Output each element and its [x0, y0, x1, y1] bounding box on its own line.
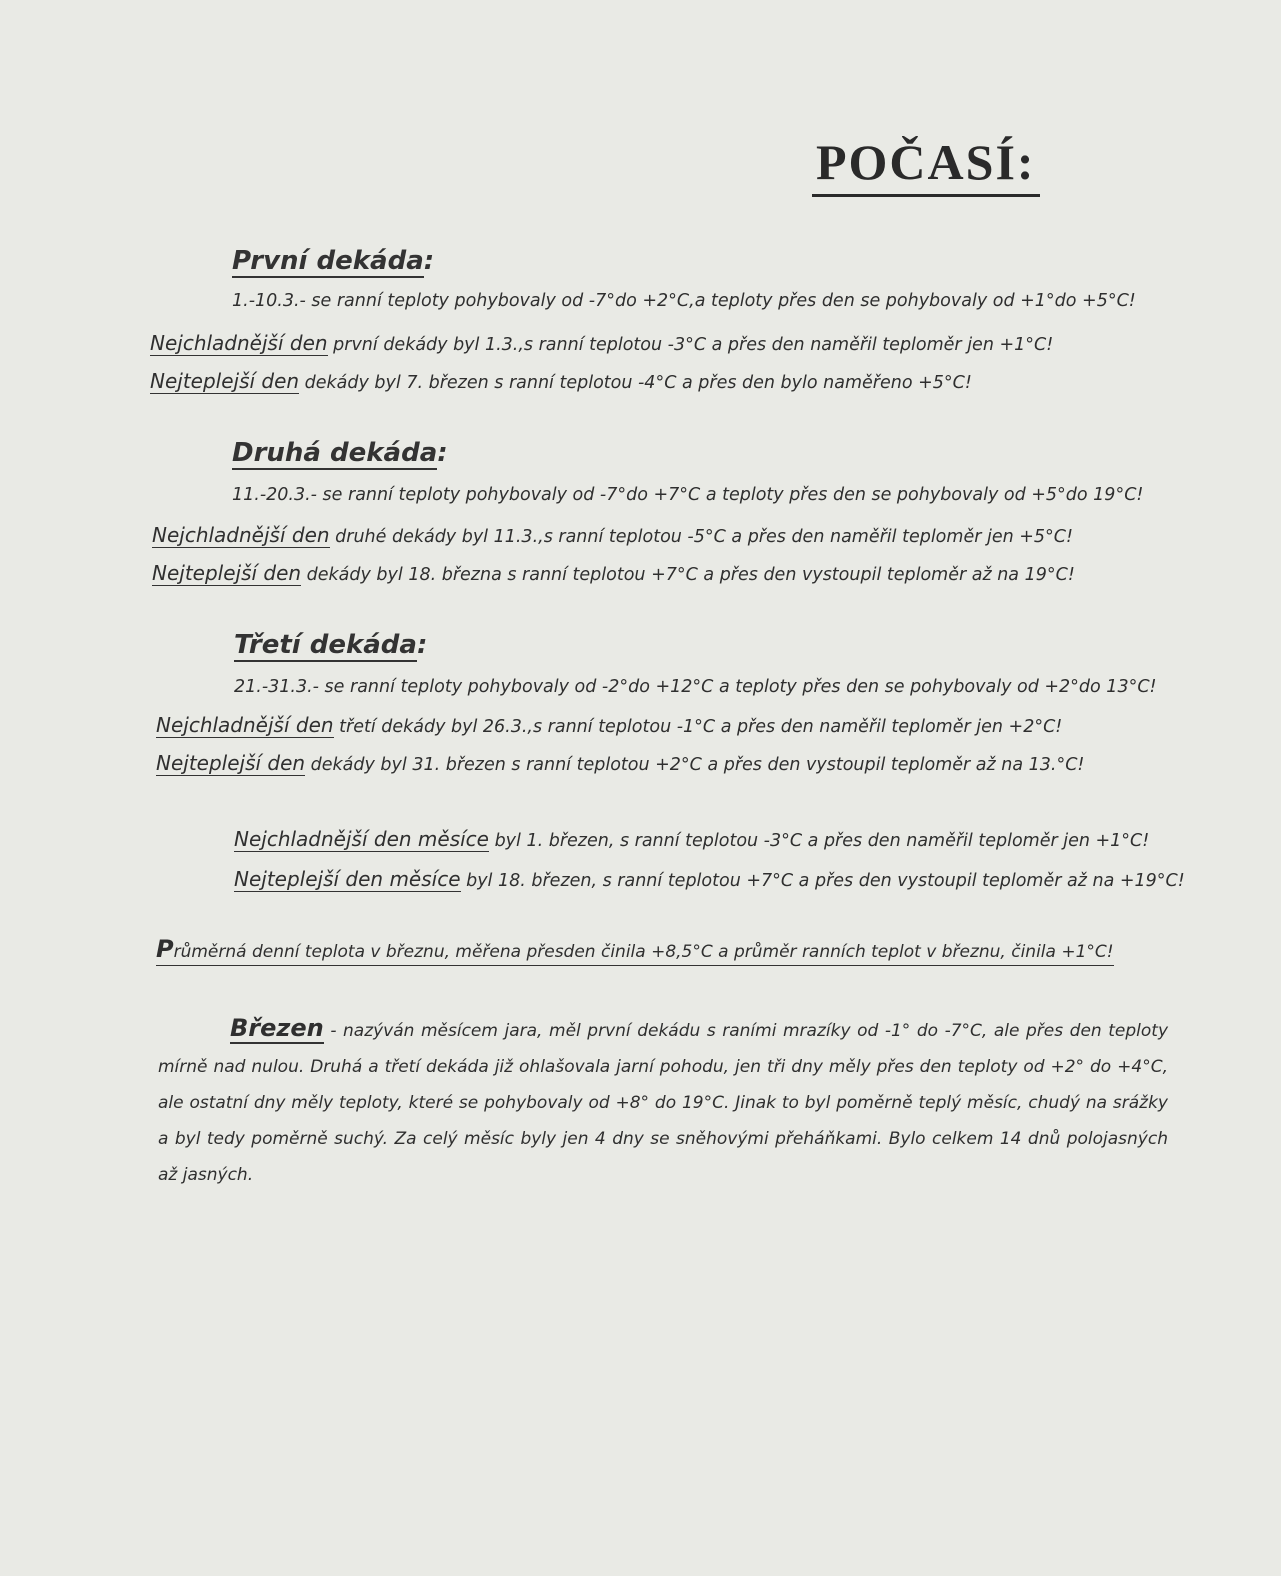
section-2-intro: 11.-20.3.- se ranní teploty pohybovaly od -7°do +7°C a teploty přes den se pohybovaly od +5°do 19°C!: [232, 485, 1144, 505]
section-3-coldest: [156, 712, 1062, 740]
average-first-letter: P: [156, 935, 174, 963]
section-3-warmest-label: Nejteplejší den: [156, 751, 306, 775]
section-2-warmest: [152, 560, 1075, 588]
section-heading-1: [232, 244, 434, 278]
section-heading-3-text: Třetí dekáda: [234, 630, 417, 660]
section-2-warmest-label: Nejteplejší den: [152, 561, 302, 585]
section-3-coldest-label: Nejchladnější den: [156, 713, 334, 737]
month-warmest: [234, 866, 1185, 894]
section-3-warmest: [156, 750, 1084, 778]
section-2-coldest-label: Nejchladnější den: [152, 523, 330, 547]
section-heading-2-text: Druhá dekáda: [232, 438, 438, 468]
section-1-warmest-label: Nejteplejší den: [150, 369, 300, 393]
month-coldest-text: byl 1. březen, s ranní teplotou -3°C a přes den naměřil teploměr jen +1°C!: [494, 831, 1150, 851]
section-2-coldest-text: druhé dekády byl 11.3.,s ranní teplotou -5°C a přes den naměřil teploměr jen +5°C!: [335, 527, 1074, 547]
average-temperature: [156, 936, 1114, 966]
month-coldest: [234, 826, 1149, 854]
section-heading-1-colon: :: [423, 246, 435, 276]
section-heading-3-colon: :: [416, 630, 428, 660]
month-warmest-label: Nejteplejší den měsíce: [234, 867, 461, 891]
section-1-coldest-label: Nejchladnější den: [150, 331, 328, 355]
summary-paragraph: [158, 1010, 1168, 1193]
summary-text: - nazýván měsícem jara, měl první dekádu s raními mrazíky od -1° do -7°C, ale přes den teploty mírně nad nulou. Druhá a třetí dekáda již ohlašovala jarní pohodu, jen tři dny měly přes den teploty od +2° do +4°C, ale ostatní dny měly teploty, které se pohybovaly od +8° do 19°C. Jinak to byl poměrně teplý měsíc, chudý na srážky a byl tedy poměrně suchý. Za celý měsíc byly jen 4 dny se sněhovými přeháňkami. Bylo celkem 14 dnů polojasných až jasných.: [158, 1021, 1169, 1185]
summary-lead: Březen: [230, 1014, 324, 1042]
section-heading-1-text: První dekáda: [232, 246, 424, 276]
section-2-coldest: [152, 522, 1073, 550]
page-title: POČASÍ:: [812, 130, 1040, 197]
section-1-coldest-text: první dekády byl 1.3.,s ranní teplotou -3°C a přes den naměřil teploměr jen +1°C!: [333, 335, 1054, 355]
section-heading-3: [234, 628, 427, 662]
section-1-warmest-text: dekády byl 7. březen s ranní teplotou -4°C a přes den bylo naměřeno +5°C!: [304, 373, 972, 393]
section-3-intro: 21.-31.3.- se ranní teploty pohybovaly od -2°do +12°C a teploty přes den se pohybovaly od +2°do 13°C!: [234, 677, 1157, 697]
month-coldest-label: Nejchladnější den měsíce: [234, 827, 489, 851]
average-text: růměrná denní teplota v březnu, měřena přesden činila +8,5°C a průměr ranních teplot v březnu, činila +1°C!: [173, 942, 1114, 962]
section-1-warmest: [150, 368, 972, 396]
section-heading-2: [232, 436, 448, 470]
section-3-coldest-text: třetí dekády byl 26.3.,s ranní teplotou -1°C a přes den naměřil teploměr jen +2°C!: [339, 717, 1063, 737]
month-warmest-text: byl 18. březen, s ranní teplotou +7°C a přes den vystoupil teploměr až na +19°C!: [466, 871, 1185, 891]
section-3-warmest-text: dekády byl 31. březen s ranní teplotou +2°C a přes den vystoupil teploměr až na 13.°C!: [310, 755, 1085, 775]
section-heading-2-colon: :: [437, 438, 448, 468]
section-2-warmest-text: dekády byl 18. března s ranní teplotou +7°C a přes den vystoupil teploměr až na 19°C!: [306, 565, 1075, 585]
section-1-intro: 1.-10.3.- se ranní teploty pohybovaly od -7°do +2°C,a teploty přes den se pohybovaly od +1°do +5°C!: [232, 291, 1136, 311]
section-1-coldest: [150, 330, 1053, 358]
